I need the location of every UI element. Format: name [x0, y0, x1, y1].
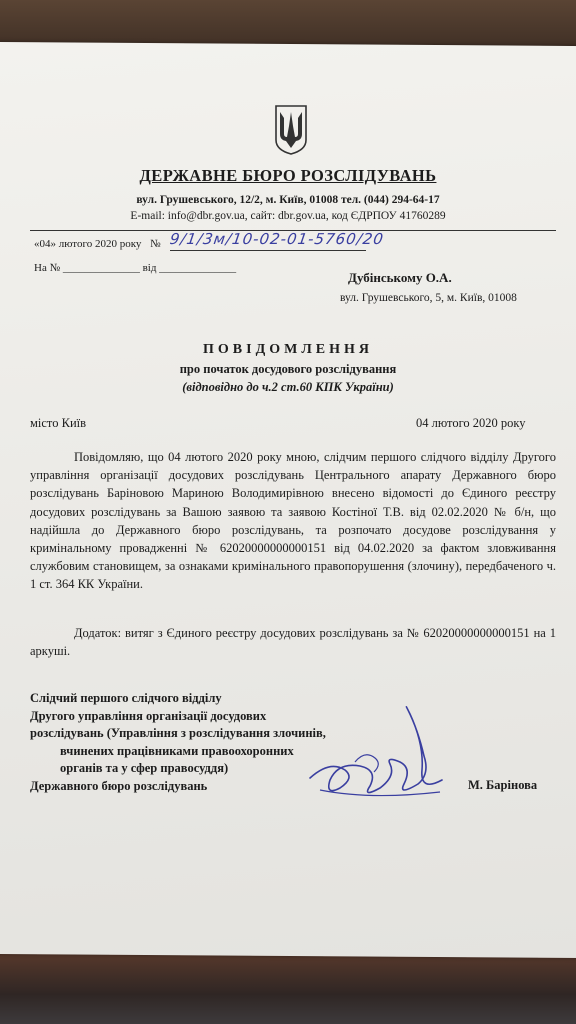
signatory-line: розслідувань (Управління з розслідування злочинів,	[30, 726, 326, 741]
document-attachment: Додаток: витяг з Єдиного реєстру досудових розслідувань за № 62020000000000151 на 1 аркуші.	[30, 626, 556, 659]
document-title: ПОВІДОМЛЕННЯ	[203, 342, 373, 357]
document-subtitle: про початок досудового розслідування	[179, 362, 397, 376]
registration-date-text: «04» лютого 2020 року	[34, 238, 142, 250]
organization-address: вул. Грушевського, 12/2, м. Київ, 01008 тел. (044) 294-64-17	[136, 194, 440, 206]
organization-name: ДЕРЖАВНЕ БЮРО РОЗСЛІДУВАНЬ	[139, 166, 437, 185]
signatory-line: Другого управління організації досудових	[30, 708, 267, 723]
document-date: 04 лютого 2020 року	[416, 416, 526, 430]
signatory-position	[30, 690, 326, 796]
document-basis: (відповідно до ч.2 ст.60 КПК України)	[182, 380, 394, 394]
registration-number-handwritten: 9/1/3м/10-02-01-5760/20	[168, 230, 386, 248]
signatory-line: вчинених працівниками правоохоронних	[60, 743, 294, 758]
reference-line: На № ______________ від ______________	[34, 262, 237, 274]
signatory-line: Державного бюро розслідувань	[30, 778, 208, 793]
signer-name: М. Барінова	[468, 778, 538, 792]
registration-date	[34, 238, 161, 250]
registration-number-underline	[170, 250, 366, 251]
signatory-line: Слідчий першого слідчого відділу	[30, 691, 222, 705]
document-body: Повідомляю, що 04 лютого 2020 року мною, слідчим першого слідчого відділу Другого управління організації досудових розслідувань Центрального апарату Державного бюро розслідувань Баріновою Мариною Володимирівною внесено відомості до Єдиного реєстру досудових розслідувань за Вашою заявою та заявою Костіної Т.В. від 02.02.2020 № б/н, що надійшла до Державного бюро розслідувань, та розпочато досудове розслідування у кримінальному провадженні № 62020000000000151 від 04.02.2020 за фактом зловживання службовим становищем, за ознаками кримінального правопорушення (злочину), передбаченого ч. 1 ст. 364 КК України.	[30, 450, 556, 592]
background-bottom	[0, 950, 576, 1024]
trident-emblem-icon	[274, 104, 308, 156]
addressee-name: Дубінському О.А.	[348, 270, 452, 285]
handwritten-signature	[300, 700, 450, 810]
registration-number-label: №	[150, 238, 161, 250]
addressee-address: вул. Грушевського, 5, м. Київ, 01008	[340, 292, 517, 304]
signatory-line: органів та у сфер правосуддя)	[60, 761, 229, 776]
document-city: місто Київ	[30, 416, 87, 430]
organization-contacts: E-mail: info@dbr.gov.ua, сайт: dbr.gov.ua, код ЄДРПОУ 41760289	[130, 210, 446, 222]
